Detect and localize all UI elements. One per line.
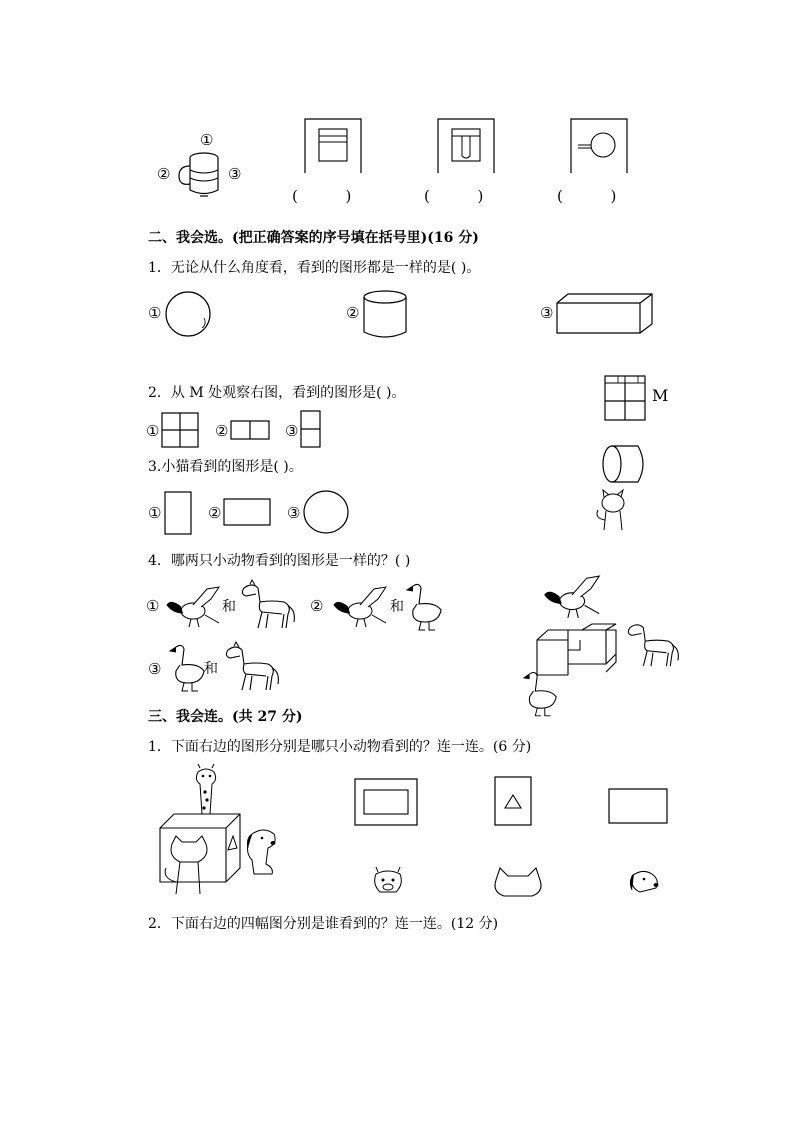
cat-back-icon <box>492 866 544 898</box>
q4-option-1: ① <box>146 597 160 615</box>
q2-grid-2x2-icon <box>161 412 199 448</box>
q2-option-3: ③ <box>285 422 299 440</box>
q4-conj-2: 和 <box>390 599 404 615</box>
answer-blank-3[interactable]: ( ) <box>557 187 617 205</box>
s3-scene-icon <box>154 764 280 900</box>
q2-row-1x2-icon <box>230 420 270 440</box>
section2-heading: 二、我会选。(把正确答案的序号填在括号里)(16 分) <box>148 230 479 246</box>
q3-option-1: ① <box>148 504 162 522</box>
giraffe-head-icon <box>370 866 406 896</box>
q4-option-2: ② <box>310 597 324 615</box>
cup-mark-3: ③ <box>228 165 242 183</box>
sphere-icon <box>164 290 212 338</box>
q2-label-m: M <box>652 386 669 405</box>
q3-cylinder-cat-icon <box>592 440 656 536</box>
horse-icon <box>222 642 280 694</box>
answer-blank-2[interactable]: ( ) <box>424 187 484 205</box>
q1-option-1: ① <box>148 304 162 322</box>
q2-cubes-icon <box>604 375 646 421</box>
q3-circle-icon <box>302 489 350 535</box>
s3-view-rect-in-rect-icon <box>354 778 418 826</box>
q3-tall-rect-icon <box>164 491 192 535</box>
goose-icon <box>168 641 208 693</box>
s3-q2-text: 2．下面右边的四幅图分别是谁看到的？连一连。(12 分) <box>148 916 499 932</box>
q3-option-3: ③ <box>287 504 301 522</box>
q4-scene-goose-icon <box>522 668 560 718</box>
q1-text: 1．无论从什么角度看，看到的图形都是一样的是( )。 <box>148 260 481 276</box>
view-side-icon <box>437 118 495 174</box>
q3-wide-rect-icon <box>223 498 271 526</box>
q2-option-1: ① <box>146 422 160 440</box>
q2-text: 2．从 M 处观察右图，看到的图形是( )。 <box>148 385 406 401</box>
answer-blank-1[interactable]: ( ) <box>292 187 352 205</box>
q1-option-2: ② <box>346 304 360 322</box>
s3-view-triangle-icon <box>494 776 532 826</box>
bird-icon <box>163 585 221 629</box>
q2-col-2x1-icon <box>300 410 321 448</box>
q4-conj-3: 和 <box>204 661 218 677</box>
q4-option-3: ③ <box>148 660 162 678</box>
q4-scene-bird-icon <box>540 574 602 620</box>
s3-view-rect-icon <box>608 788 668 824</box>
bird-icon <box>330 585 388 629</box>
q3-text: 3.小猫看到的图形是( )。 <box>148 459 303 475</box>
q2-option-2: ② <box>215 422 229 440</box>
cup-mark-1: ① <box>200 131 214 149</box>
dog-head-icon <box>626 866 662 896</box>
goose-icon <box>405 580 445 632</box>
q3-option-2: ② <box>208 504 222 522</box>
view-top-icon <box>570 118 628 174</box>
cylinder-icon <box>362 290 408 340</box>
cup-icon <box>176 150 224 200</box>
cup-mark-2: ② <box>157 165 171 183</box>
section3-heading: 三、我会连。(共 27 分) <box>148 709 303 725</box>
q1-option-3: ③ <box>540 304 554 322</box>
q4-conj-1: 和 <box>222 599 236 615</box>
q4-text: 4．哪两只小动物看到的图形是一样的？( ) <box>148 553 411 569</box>
view-front-icon <box>304 118 362 174</box>
q4-scene-horse-icon <box>624 620 680 670</box>
s3-q1-text: 1．下面右边的图形分别是哪只小动物看到的？连一连。(6 分) <box>148 739 532 755</box>
cuboid-icon <box>556 293 654 335</box>
horse-icon <box>238 580 296 632</box>
